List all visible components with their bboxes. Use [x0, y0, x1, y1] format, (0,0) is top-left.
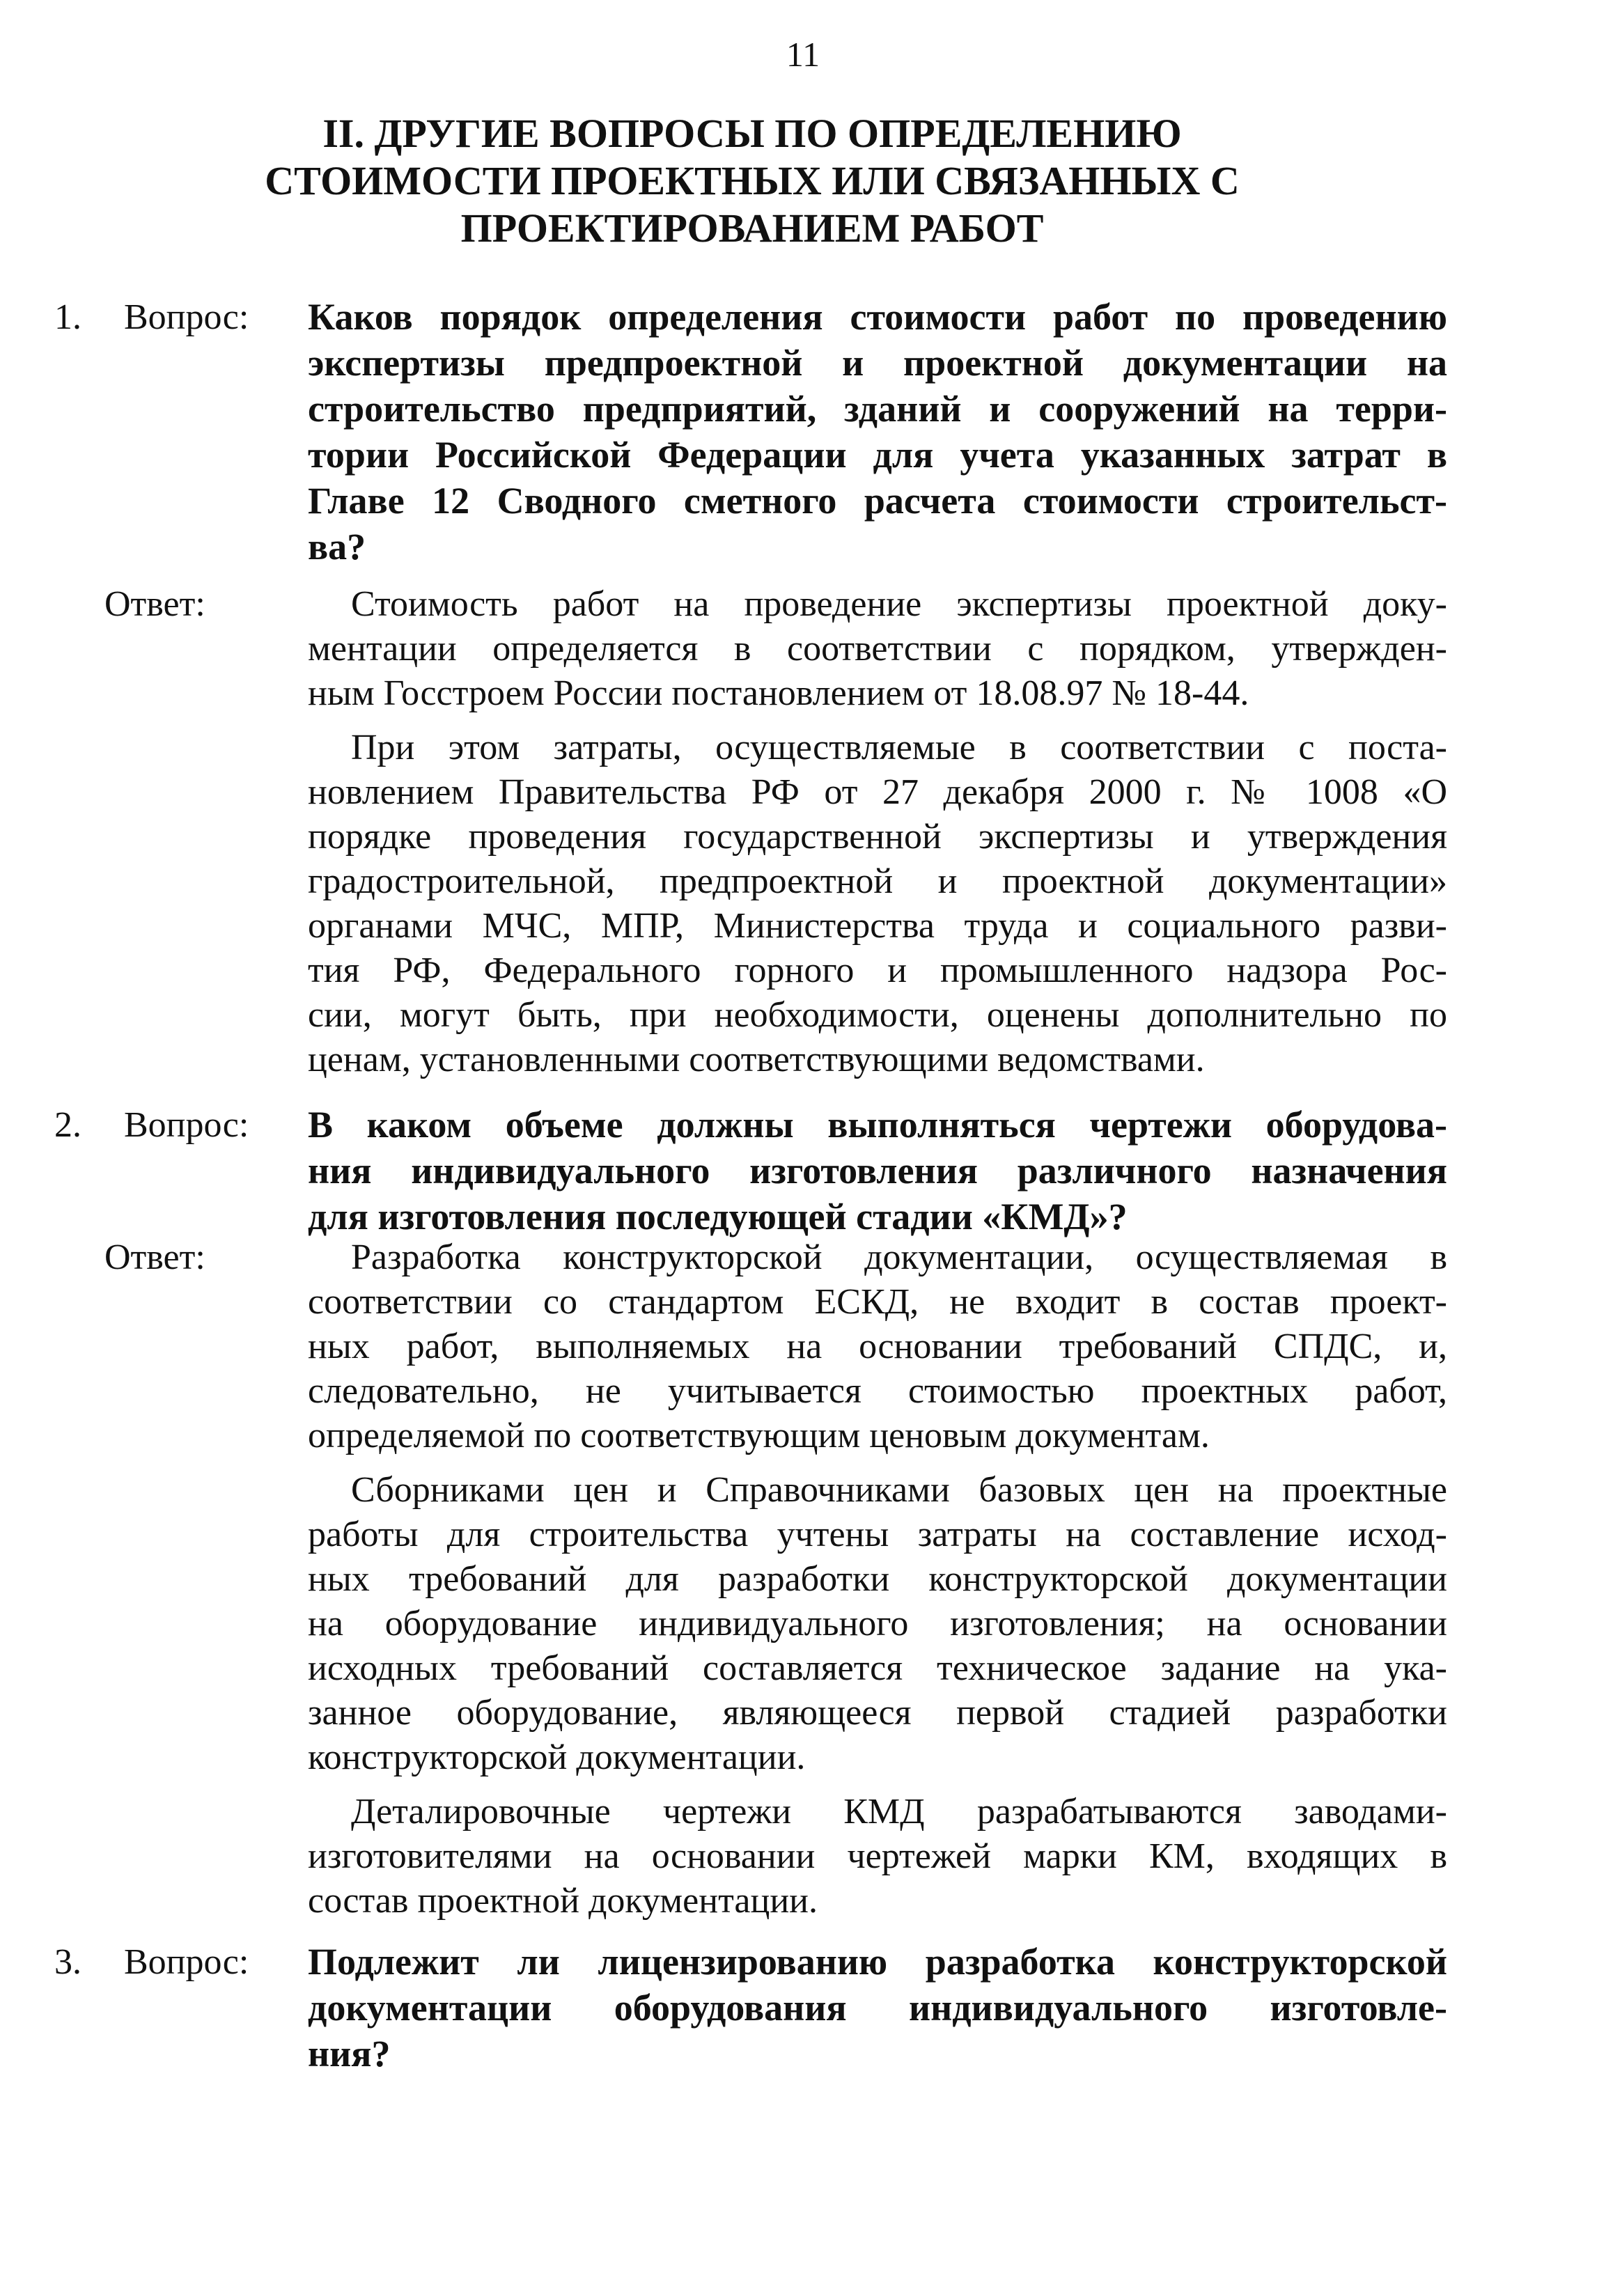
answer-line: новлением Правительства РФ от 27 декабря 2000 г. № 1008 «О [308, 772, 1447, 812]
question-line: строительство предприятий, зданий и сооружений на терри- [308, 388, 1447, 430]
answer-line: ных работ, выполняемых на основании требований СПДС, и, [308, 1327, 1447, 1366]
question-label: Вопрос: [124, 1942, 249, 1982]
question-line: В каком объеме должны выполняться чертежи оборудова- [308, 1104, 1447, 1146]
answer-line: градостроительной, предпроектной и проектной документации» [308, 861, 1447, 901]
section-title-line: II. ДРУГИЕ ВОПРОСЫ ПО ОПРЕДЕЛЕНИЮ [322, 111, 1182, 156]
answer-line: ценам, установленными соответствующими ведомствами. [308, 1040, 1205, 1079]
answer-paragraph [308, 726, 1447, 1082]
question-line: ния? [308, 2033, 391, 2075]
answer-line: на оборудование индивидуального изготовления; на основании [308, 1604, 1447, 1643]
question-line: ва? [308, 526, 366, 568]
answer-line: работы для строительства учтены затраты на составление исход- [308, 1515, 1447, 1554]
question-text [308, 1939, 1447, 2077]
answer-line: ментации определяется в соответствии с порядком, утвержден- [308, 629, 1447, 669]
answer-paragraph [308, 1235, 1447, 1458]
answer-line: следовательно, не учитывается стоимостью проектных работ, [308, 1371, 1447, 1411]
question-line: Каков порядок определения стоимости работ по проведению [308, 296, 1447, 338]
question-text [308, 294, 1447, 570]
answer-line: исходных требований составляется техническое задание на ука- [308, 1648, 1447, 1688]
answer-text [308, 582, 1447, 1092]
question-line: тории Российской Федерации для учета указанных затрат в [308, 434, 1447, 476]
answer-line: занное оборудование, являющееся первой стадией разработки [308, 1693, 1447, 1733]
answer-line: состав проектной документации. [308, 1881, 818, 1921]
question-label: Вопрос: [124, 1105, 249, 1145]
answer-label: Ответ: [104, 1237, 205, 1277]
item-number: 3. [54, 1942, 81, 1982]
question-line: документации оборудования индивидуального изготовле- [308, 1987, 1447, 2029]
answer-line: Сборниками цен и Справочниками базовых цен на проектные [351, 1470, 1447, 1510]
section-title [209, 110, 1295, 252]
answer-line: определяемой по соответствующим ценовым документам. [308, 1416, 1210, 1455]
answer-paragraph [308, 1790, 1447, 1923]
item-number: 2. [54, 1105, 81, 1145]
answer-paragraph [308, 582, 1447, 716]
section-title-line: ПРОЕКТИРОВАНИЕМ РАБОТ [460, 205, 1044, 251]
answer-paragraph [308, 1468, 1447, 1780]
answer-line: сии, могут быть, при необходимости, оценены дополнительно по [308, 995, 1447, 1035]
question-line: ния индивидуального изготовления различного назначения [308, 1150, 1447, 1192]
answer-line: конструкторской документации. [308, 1737, 806, 1777]
question-line: для изготовления последующей стадии «КМД»? [308, 1196, 1128, 1237]
item-number: 1. [54, 297, 81, 337]
answer-text [308, 1235, 1447, 1933]
question-line: Главе 12 Сводного сметного расчета стоимости строительст- [308, 480, 1447, 522]
answer-line: Разработка конструкторской документации, осуществляемая в [351, 1237, 1447, 1277]
question-line: Подлежит ли лицензированию разработка конструкторской [308, 1941, 1447, 1983]
answer-line: ных требований для разработки конструкторской документации [308, 1559, 1447, 1599]
answer-line: Деталировочные чертежи КМД разрабатываются заводами- [351, 1792, 1447, 1832]
page-number: 11 [786, 35, 820, 74]
question-label: Вопрос: [124, 297, 249, 337]
answer-line: Стоимость работ на проведение экспертизы проектной доку- [351, 584, 1447, 624]
question-line: экспертизы предпроектной и проектной документации на [308, 342, 1447, 384]
section-title-line: СТОИМОСТИ ПРОЕКТНЫХ ИЛИ СВЯЗАННЫХ С [265, 158, 1240, 203]
answer-line: порядке проведения государственной экспертизы и утверждения [308, 817, 1447, 857]
answer-line: органами МЧС, МПР, Министерства труда и социального разви- [308, 906, 1447, 946]
question-text [308, 1102, 1447, 1240]
answer-line: При этом затраты, осуществляемые в соответствии с поста- [351, 728, 1447, 767]
answer-line: изготовителями на основании чертежей марки КМ, входящих в [308, 1836, 1447, 1876]
answer-label: Ответ: [104, 584, 205, 624]
answer-line: ным Госстроем России постановлением от 18.08.97 № 18-44. [308, 673, 1249, 713]
answer-line: соответствии со стандартом ЕСКД, не входит в состав проект- [308, 1282, 1447, 1322]
answer-line: тия РФ, Федерального горного и промышленного надзора Рос- [308, 951, 1447, 990]
